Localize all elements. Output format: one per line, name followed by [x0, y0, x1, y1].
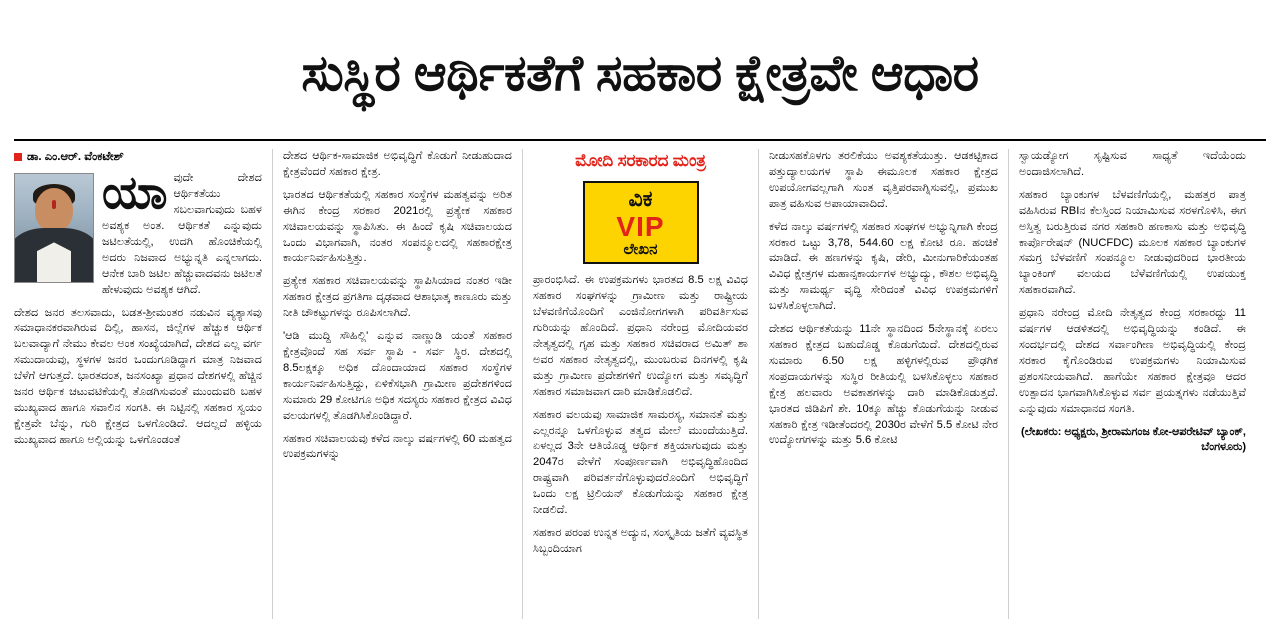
article-column-2 — [272, 149, 522, 619]
paragraph: ಪ್ರಾರಂಭಿಸಿದೆ. ಈ ಉಪಕ್ರಮಗಳು ಭಾರತದ 8.5 ಲಕ್ಷ ವಿವಿಧ ಸಹಕಾರ ಸಂಘಗಳನ್ನು ಗ್ರಾಮೀಣ ಮತ್ತು ರಾಷ್ಟ್ರೀಯ ಬೆಳವಣಿಗೆಯೊಂದಿಗೆ ಎಂಜಿನೋಗಗಳಾಗಿ ಪರಿವರ್ತಿಸುವ ಗುರಿಯನ್ನು ಹೊಂದಿದೆ. ಪ್ರಧಾನಿ ನರೇಂದ್ರ ಮೋದಿಯವರ ನೇತೃತ್ವದಲ್ಲಿ ಗೃಹ ಮತ್ತು ಸಹಕಾರ ಸಚಿವರಾದ ಅಮಿತ್ ಶಾ ಅವರ ಸಹಕಾರ ನೇತೃತ್ವದಲ್ಲಿ, ಮುಂಬರುವ ದಿನಗಳಲ್ಲಿ ಕೃಷಿ ಮತ್ತು ಗ್ರಾಮೀಣ ಪ್ರದೇಶಗಳಿಗೆ ಉದ್ಯೋಗ ಮತ್ತು ಸಮೃದ್ಧಿಗೆ ಸಹಕಾರ ಸಮಾಜವಾಗ ದಾರಿ ಮಾಡಿಕೊಡಲಿದೆ. — [533, 274, 748, 398]
paragraph: ದೇಶದ ಆರ್ಥಿಕ-ಸಾಮಾಜಿಕ ಅಭಿವೃದ್ಧಿಗೆ ಕೊಡುಗೆ ನೀಡುಹುದಾದ ಕ್ಷೇತ್ರವೆಂದರೆ ಸಹಕಾರ ಕ್ಷೇತ್ರ. — [283, 150, 512, 178]
byline-author: ಡಾ. ಎಂ.ಆರ್. ವೆಂಕಟೇಶ್ — [27, 151, 124, 163]
paragraph: ಸಹಕಾರ ವಲಯವು ಸಾಮಾಜಿಕ ಸಾಮರಸ್ಯ, ಸಮಾನತೆ ಮತ್ತು ಎಲ್ಲರನ್ನೂ ಒಳಗೊಳ್ಳುವ ತತ್ವದ ಮೇಲೆ ಮುಂದೆಯುತ್ತಿದೆ. ಏಳಲ್ಲದ 3ನೇ ಆತಿಯೊಡ್ಡ ಆರ್ಥಿಕ ಶಕ್ತಿಯಾಗುವುದು ಮತ್ತು 2047ರ ವೇಳೆಗೆ ಸಂಪೂರ್ಣವಾಗಿ ಅಭಿವೃದ್ಧಿಹೊಂದಿದ ರಾಷ್ಟ್ರವಾಗಿ ಪರಿವರ್ತನೆಗೊಳ್ಳುವುದರೊಂದಿಗೆ ಅಭಿವೃದ್ಧಿಗೆ ಒಂದು ಲಕ್ಷ ಟ್ರಿಲಿಯನ್ ಕೊಡುಗೆಯನ್ನು ಸಹಕಾರ ಕ್ಷೇತ್ರ ನೀಡಲಿದೆ. — [533, 408, 748, 517]
author-photo — [14, 173, 94, 283]
byline — [14, 149, 262, 165]
badge-title: VIP — [616, 211, 665, 243]
paragraph: ನೀಡುಸಹಕೊಳಗು ತರಲಿಕೆಯು ಅವಶ್ಯಕತೆಯುತ್ತು. ಆಡಕಟ್ಟಿಕಾದ ಪತ್ತುದ್ಯಾಲಯಗಳ ಸ್ಥಾಪಿ ಈಮೂಲಕ ಸಹಕಾರ ಕ್ಷೇತ್ರದ ಉಪಯೋಗವಲ್ಲಗಾಗಿ ಸುಂತ ವೃತ್ತಿಪರವಾಗ್ನಿಸುವಲ್ಲಿ, ಪ್ರಮುಖ ಪಾತ್ರ ವಹಿಸುವ ಅಪಾಯಾವಾದಿದೆ. — [769, 150, 998, 210]
badge-logo: ವಿಕ — [628, 186, 653, 212]
paragraph: ದೇಶದ ಆರ್ಥಿಕತೆಯನ್ನು 11ನೇ ಸ್ಥಾನದಿಂದ 5ನೇಸ್ಥಾನಕ್ಕೆ ಏರಲು ಸಹಕಾರ ಕ್ಷೇತ್ರದ ಬಹುದೊಡ್ಡ ಕೊಡುಗೆಯಿದೆ. ದೇಶದಲ್ಲಿರುವ ಸುಮಾರು 6.50 ಲಕ್ಷ ಹಳ್ಳಿಗಳಲ್ಲಿರುವ ಪ್ರೌಢಗಿಕ ಸಂಪ್ರದಾಯಗಳನ್ನು ಸುಸ್ಥಿರ ರೀತಿಯಲ್ಲಿ ಬಳಸಿಕೊಳ್ಳಲು ಸಹಕಾರ ಕ್ಷೇತ್ರ ಹಲವಾರು ಅವಕಾಶಗಳನ್ನು ದಾರಿ ಮಾಡಿಕೊಡುತ್ತದೆ. ಭಾರತದ ಜಿಡಿಪಿಗೆ ಶೇ. 10ಕ್ಕೂ ಹೆಚ್ಚು ಕೊಡುಗೆಯನ್ನು ನೀಡುವ ಸಹಕಾರಿ ಕ್ಷೇತ್ರ ಇಡೀತೆಂದರಲ್ಲಿ 2030ರ ವೇಳೆಗೆ 5.5 ಕೋಟಿ ನೇರ ಉದ್ಯೋಗಗಳನ್ನು ಮತ್ತು 5.6 ಕೋಟಿ — [769, 323, 998, 447]
paragraph: ಸ್ವಾಯಡ್ಯೋಗ ಸೃಷ್ಟಿಸುವ ಸಾಧ್ಯತೆ ಇದೆಯೆಂದು ಅಂದಾಜಿಸಲಾಗಿದೆ. — [1019, 150, 1246, 178]
paragraph: ಪ್ರಧಾನಿ ನರೇಂದ್ರ ಮೋದಿ ನೇತೃತ್ವದ ಕೇಂದ್ರ ಸರಕಾರದ್ದು 11 ವರ್ಷಗಳ ಆಡಳಿತದಲ್ಲಿ ಅಭಿವೃದ್ಧಿಯನ್ನು ಕಂಡಿದೆ. ಈ ಸಂದರ್ಭದಲ್ಲಿ ದೇಶದ ಸರ್ವಾಂಗೀಣ ಅಭಿವೃದ್ಧಿಯಲ್ಲಿ ಕೇಂದ್ರ ಸರಕಾರ ಕೈಗೊಂಡಿರುವ ಉಪಕ್ರಮಗಳು ನಿಯಾಮಿಸುವ ಪ್ರಶಂಸನೀಯವಾಗಿದೆ. ಹಾಗೆಯೇ ಸಹಕಾರ ಕ್ಷೇತ್ರವೂ ಆದರ ಉತ್ಪಾದನ ಭಾಗವಾಗಿಸಿಕೊಳ್ಳುವ ಸರ್ವ ಪ್ರಯತ್ನಗಳು ನಡೆಯುತ್ತಿವೆ ಎನ್ನುವುದು ಸಮಾಧಾನದ ಸಂಗತಿ. — [1019, 307, 1246, 415]
square-bullet-icon — [14, 153, 22, 161]
article-credit: (ಲೇಖಕರು: ಅಧ್ಯಕ್ಷರು, ಶ್ರೀರಾಮಗಂಜ ಕೋ-ಆಪರೇಟಿವ್ ಬ್ಯಾಂಕ್, ಬೆಂಗಳೂರು) — [1021, 425, 1246, 454]
article-column-1 — [14, 149, 272, 619]
photo-head — [35, 188, 73, 232]
paragraph-text: ವುದೇ ದೇಶದ ಆರ್ಥಿಕತೆಯು ಸಬಲವಾಗುವುದು ಬಹಳ ಅವಶ್ಯಕ ಅಂತ. ಆರ್ಥಿಕತೆ ಎನ್ನುವುದು ಜಟಿಲತೆಯಲ್ಲಿ, ಉದಗಿ ಹೊಂಚಿಕೆಯಲ್ಲಿ ಅದರು ನಿಜವಾದ ಅಭ್ಯುನ್ನತಿ ಎನ್ನಲಾಗದು. ಆನೇಕ ಬಾರಿ ಜಟಿಲ ಹೆಚ್ಚುವಾದವನು ಜಟಿಲತೆ ಹೇಳುವುದು ಅವಶ್ಯಕ ಆಗಿದೆ. — [102, 172, 262, 296]
headline-divider — [14, 139, 1266, 141]
article-column-3 — [522, 149, 758, 619]
paragraph: ಸಹಕಾರ ಬ್ಯಾಂಕುಗಳ ಬೆಳವಣಿಗೆಯಲ್ಲಿ, ಮಹತ್ತರ ಪಾತ್ರ ವಹಿಸಿರುವ RBIನ ಕೆಲಸ್ತಿಂದ ನಿಯಾಮಿಸುವ ಸರಳಗೊಳಿಸಿ, ಈಗ ಅಸ್ತಿತ್ವ ಬರುತ್ತಿರುವ ನಗರ ಸಹಕಾರಿ ಹಣಕಾಸು ಮತ್ತು ಅಭಿವೃದ್ಧಿ ಕಾರ್ಪೊರೇಷನ್ (NUCFDC) ಮೂಲಕ ಸಹಕಾರ ಬ್ಯಾಂಕುಗಳ ಸಮಗ್ರ ಬೆಳವಣಿಗೆ ಸಂಪನ್ಮೂಲ ನೀಡುವುದರಿಂದ ಭಾರತೀಯ ಬ್ಯಾಂಕಿಂಗ್ ವಲಯದ ಬೆಳೆವಣಿಗೆಯಲ್ಲಿ ಉಪಯುಕ್ತ ಸಹಕಾರವಾಗಿದೆ. — [1019, 188, 1246, 297]
article-columns — [14, 149, 1266, 619]
page-title: ಸುಸ್ಥಿರ ಆರ್ಥಿಕತೆಗೆ ಸಹಕಾರ ಕ್ಷೇತ್ರವೇ ಆಧಾರ — [301, 44, 979, 101]
article-column-4 — [758, 149, 1008, 619]
paragraph: ಪ್ರತ್ಯೇಕ ಸಹಕಾರ ಸಚಿವಾಲಯವನ್ನು ಸ್ಥಾಪಿಸಿಯಾದ ನಂತರ ಇಡೀ ಸಹಕಾರ ಕ್ಷೇತ್ರದ ಪ್ರಗತಿಗಾ ದೃಢವಾದ ಆಶಾಭಾತ್ಕ ಕಾಣೂರು ಮತ್ತು ನೀತಿ ಚೌಕಟ್ಟುಗಳನ್ನು ರೂಪಿಸಲಾಗಿದೆ. — [283, 275, 512, 320]
vip-badge — [583, 181, 699, 264]
paragraph: ದೇಶದ ಜನರ ತಲಸವಾದು, ಬಡತ-ಶ್ರೀಮಂತರ ನಡುವಿನ ವ್ಯತ್ಯಾಸವು ಸಮಾಧಾನಕರವಾಗಿರುವ ದಿಲ್ಲಿ, ಹಾಸನ, ಜಿಲ್ಲೆಗಳ ಹೆಚ್ಚುಕ ಆರ್ಥಿಕ ಬಲವಾದ್ಯಾಗೆ ನೇಮು ಕೇವಲ ಅಂಕ ಸಂಖ್ಯೆಯಾಗಿದೆ, ದೇಶದ ಎಲ್ಲ ವರ್ಗ ಸಮುದಾಯವು, ಸ್ಥಳಗಳ ಜನರ ಒಂದುಗೂಡಿದ್ದಾಗ ಮಾತ್ರ ನಿಜವಾದ ಬೆಳೆಗೆ ಆಗುತ್ತದೆ. ಭಾರತದಂತ, ಜನಸಂಖ್ಯಾ ಪ್ರಧಾನ ದೇಶಗಳಲ್ಲಿ ಹೆಚ್ಚಿನ ಜನರ ಆರ್ಥಿಕ ಚಟುವಟಿಕೆಯಲ್ಲಿ ತೊಡಗಿಸುವಂತೆ ಮುಂದುವರಿ ಬಹಳ ಮುಖ್ಯವಾದ ಹಾಗೂ ಸವಾಲಿನ ಸಂಗತಿ. ಈ ನಿಟ್ಟಿನಲ್ಲಿ ಸಹಕಾರ ಸ್ವಯಂ ಕ್ಷೇತ್ರವೇ ಬೆನ್ನು, ಗುರಿ ಕ್ಷೇತ್ರದ ಒಳಗೊಂಡಿದೆ. ಆದಲ್ಲದೆ ಹಳ್ಳಿಯ ಮುಖ್ಯವಾದ ಹಾಗೂ ಅಲ್ಲಿಯನ್ನು ಒಳಗೊಂಡಂತೆ — [14, 306, 262, 446]
paragraph: ಸಹಕಾರ ಸಚಿವಾಲಯವು ಕಳೆದ ನಾಲ್ಕು ವರ್ಷಗಳಲ್ಲಿ 60 ಮಹತ್ವದ ಉಪಕ್ರಮಗಳನ್ನು — [283, 432, 512, 461]
photo-tilak — [52, 200, 56, 209]
dropcap: ಯಾ — [102, 166, 168, 219]
paragraph: ಭಾರತದ ಆರ್ಥಿಕತೆಯಲ್ಲಿ ಸಹಕಾರ ಸಂಸ್ಥೆಗಳ ಮಹತ್ವವನ್ನು ಅರಿತ ಈಗಿನ ಕೇಂದ್ರ ಸರಕಾರ 2021ರಲ್ಲಿ ಪ್ರತ್ಯೇಕ ಸಹಕಾರ ಸಚಿವಾಲಯವನ್ನು ಸ್ಥಾಪಿಸಿತು. ಈ ಹಿಂದೆ ಕೃಷಿ ಸಚಿವಾಲಯದ ಒಂದು ವಿಭಾಗವಾಗಿ, ನಂತರ ಸಂಪನ್ಮೂಲದಲ್ಲಿ ಸಹಕಾರಕ್ಷೇತ್ರ ಕಾರ್ಯನಿರ್ವಹಿಸುತ್ತಿತ್ತು. — [283, 188, 512, 265]
paragraph: ಸಹಕಾರ ಪರಂಪ ಉನ್ನತ ಅದ್ಯುನ, ಸಂಸ್ಕೃತಿಯ ಜತೆಗೆ ವ್ಯವಸ್ಥಿತ ಸಿಬ್ಬಂದಿಯಾಗ — [533, 526, 748, 555]
kicker-label: ಮೋದಿ ಸರಕಾರದ ಮಂತ್ರ — [575, 151, 706, 170]
article-column-5 — [1008, 149, 1246, 619]
paragraph: ಕಳೆದ ನಾಲ್ಕು ವರ್ಷಗಳಲ್ಲಿ ಸಹಕಾರ ಸಂಘಗಳ ಅಭ್ಯುನ್ನಿಗಾಗಿ ಕೇಂದ್ರ ಸರಕಾರ ಒಟ್ಟು 3,78, 544.60 ಲಕ್ಷ ಕೋಟಿ ರೂ. ಹಂಚಿಕೆ ಮಾಡಿದೆ. ಈ ಹಣಗಳನ್ನು ಕೃಷಿ, ಡೇರಿ, ಮೀನುಗಾರಿಕೆಯಂತಹ ವಿವಿಧ ಕ್ಷೇತ್ರಗಳ ಮಹಾನ್ಸಕಾರ್ಯಗಳ ಅಭ್ಯುದ್ಯು, ಕೌಶಲ ಅಭಿವೃದ್ಧಿ ಮತ್ತು ಸಾಮರ್ಥ್ಯ ವೃದ್ಧಿ ಸೇರಿದಂತೆ ವಿವಿಧ ಉಪಕ್ರಮಗಳಿಗೆ ಬಳಸಿಕೊಳ್ಳಲಾಗಿದೆ. — [769, 220, 998, 313]
badge-subtitle: ಲೇಖನ — [623, 240, 658, 258]
paragraph: 'ಆಡಿ ಮುದ್ದಿ ಸೌಹಿಲ್ಲಿ' ಎನ್ನುವ ನಾಣ್ಣುಡಿ ಯಂತೆ ಸಹಕಾರ ಕ್ಷೇತ್ರವೊಂದೆ ಸಹ ಸರ್ವ ಸ್ಥಾಪಿ - ಸರ್ವ ಸ್ಥಿರ. ದೇಶದಲ್ಲಿ 8.5ಲಕ್ಷಕ್ಕೂ ಅಧಿಕ ದೊಂದಾಯಾದ ಸಹಕಾರ ಸಂಸ್ಥೆಗಳ ಕಾರ್ಯನಿರ್ವಹಿಸುತ್ತಿದ್ದು, ಏಳಿಕೆಸಭಾಗಿ ಗ್ರಾಮೀಣ ಪ್ರದೇಶಗಳಿಂದ ಸುಮಾರು 29 ಕೋಟಿಗೂ ಅಧಿಕ ಸದಸ್ಯರು ಸಹಕಾರ ಕ್ಷೇತ್ರದ ವಿವಿಧ ವಲಯಗಳಲ್ಲಿ ತೊಡಗಿಸಿಕೊಂಡಿದ್ದಾರೆ. — [283, 330, 512, 422]
